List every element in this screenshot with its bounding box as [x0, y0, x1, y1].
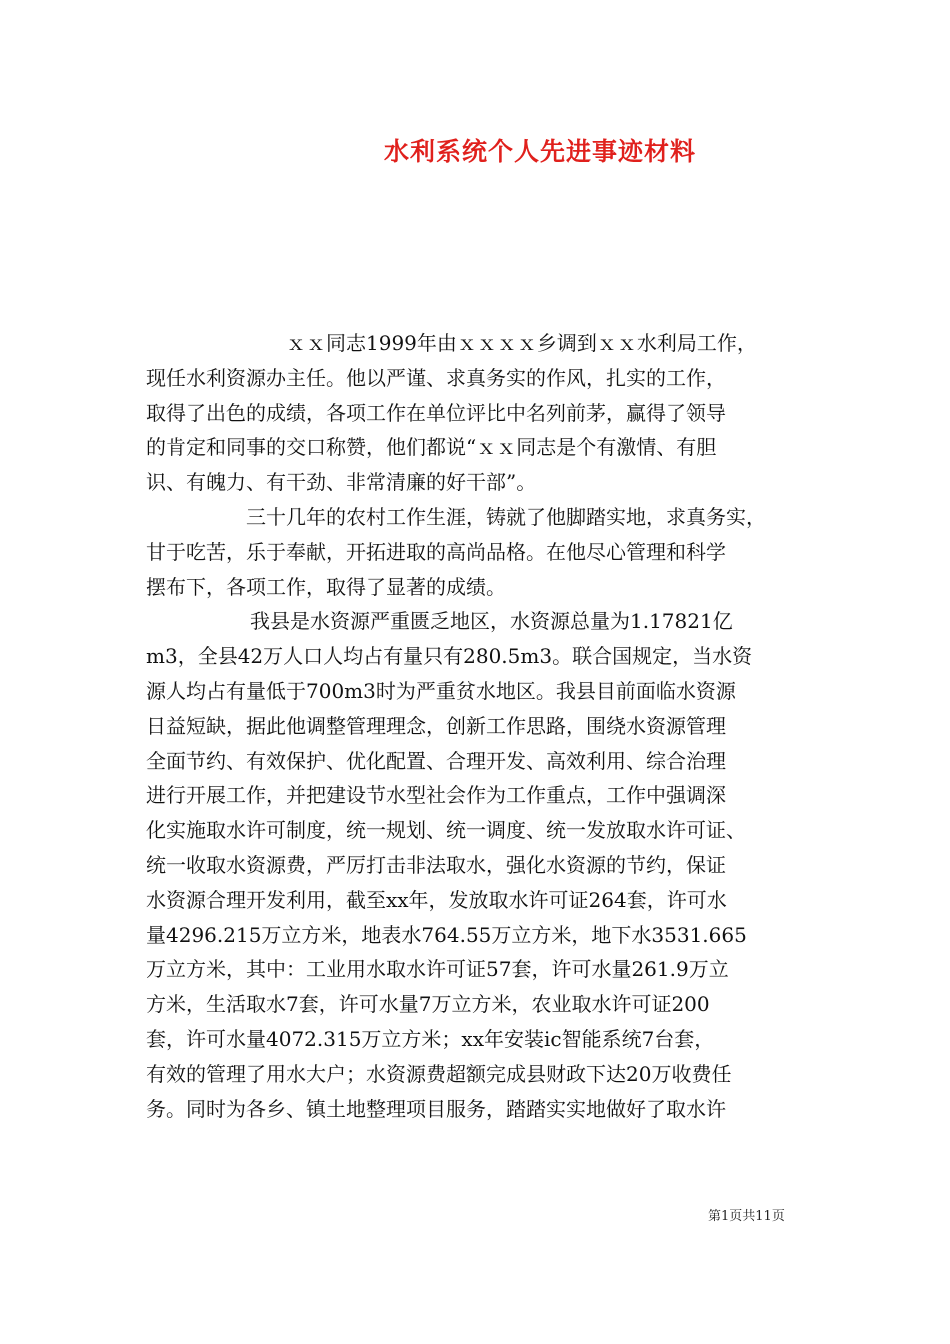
- text-line: 有效的管理了用水大户；水资源费超额完成县财政下达20万收费任: [146, 1061, 732, 1086]
- text-line: 日益短缺，据此他调整管理理念，创新工作思路，围绕水资源管理: [146, 713, 726, 738]
- text-line: 全面节约、有效保护、优化配置、合理开发、高效利用、综合治理: [146, 748, 726, 773]
- page-number: 第1页共11页: [708, 1209, 785, 1224]
- text-line: 现任水利资源办主任。他以严谨、求真务实的作风，扎实的工作，: [146, 365, 726, 390]
- text-line: 三十几年的农村工作生涯，铸就了他脚踏实地，求真务实，: [246, 504, 766, 529]
- text-line: 源人均占有量低于700m3时为严重贫水地区。我县目前面临水资源: [146, 678, 736, 703]
- paragraph-1: [146, 326, 810, 500]
- body-text: [146, 326, 810, 1126]
- text-line: 甘于吃苦，乐于奉献，开拓进取的高尚品格。在他尽心管理和科学: [146, 539, 726, 564]
- text-line: 摆布下，各项工作，取得了显著的成绩。: [146, 574, 506, 599]
- text-line: 方米，生活取水7套，许可水量7万立方米，农业取水许可证200: [146, 992, 710, 1017]
- page-title: 水利系统个人先进事迹材料: [383, 137, 696, 166]
- text-line: 务。同时为各乡、镇土地整理项目服务，踏踏实实地做好了取水许: [146, 1096, 726, 1121]
- text-line: 识、有魄力、有干劲、非常清廉的好干部”。: [146, 470, 537, 495]
- text-line: 水资源合理开发利用，截至xx年，发放取水许可证264套，许可水: [146, 887, 727, 912]
- paragraph-3: [146, 604, 810, 1126]
- text-line: 化实施取水许可制度，统一规划、统一调度、统一发放取水许可证、: [146, 818, 746, 843]
- text-line: 进行开展工作，并把建设节水型社会作为工作重点，工作中强调深: [146, 783, 726, 808]
- text-line: 套，许可水量4072.315万立方米；xx年安装ic智能系统7台套，: [146, 1026, 715, 1051]
- text-line: 取得了出色的成绩，各项工作在单位评比中名列前茅，赢得了领导: [146, 400, 726, 425]
- paragraph-2: [146, 500, 810, 604]
- text-line: 量4296.215万立方米，地表水764.55万立方米，地下水3531.665: [146, 922, 747, 947]
- text-line: 统一收取水资源费，严厉打击非法取水，强化水资源的节约，保证: [146, 852, 726, 877]
- text-line: m3，全县42万人口人均占有量只有280.5m3。联合国规定，当水资: [146, 644, 753, 669]
- text-line: ｘｘ同志1999年由ｘｘｘｘ乡调到ｘｘ水利局工作，: [286, 331, 757, 355]
- text-line: 万立方米，其中：工业用水取水许可证57套，许可水量261.9万立: [146, 957, 729, 982]
- text-line: 的肯定和同事的交口称赞，他们都说“ｘｘ同志是个有激情、有胆: [146, 435, 717, 460]
- text-line: 我县是水资源严重匮乏地区，水资源总量为1.17821亿: [250, 609, 733, 634]
